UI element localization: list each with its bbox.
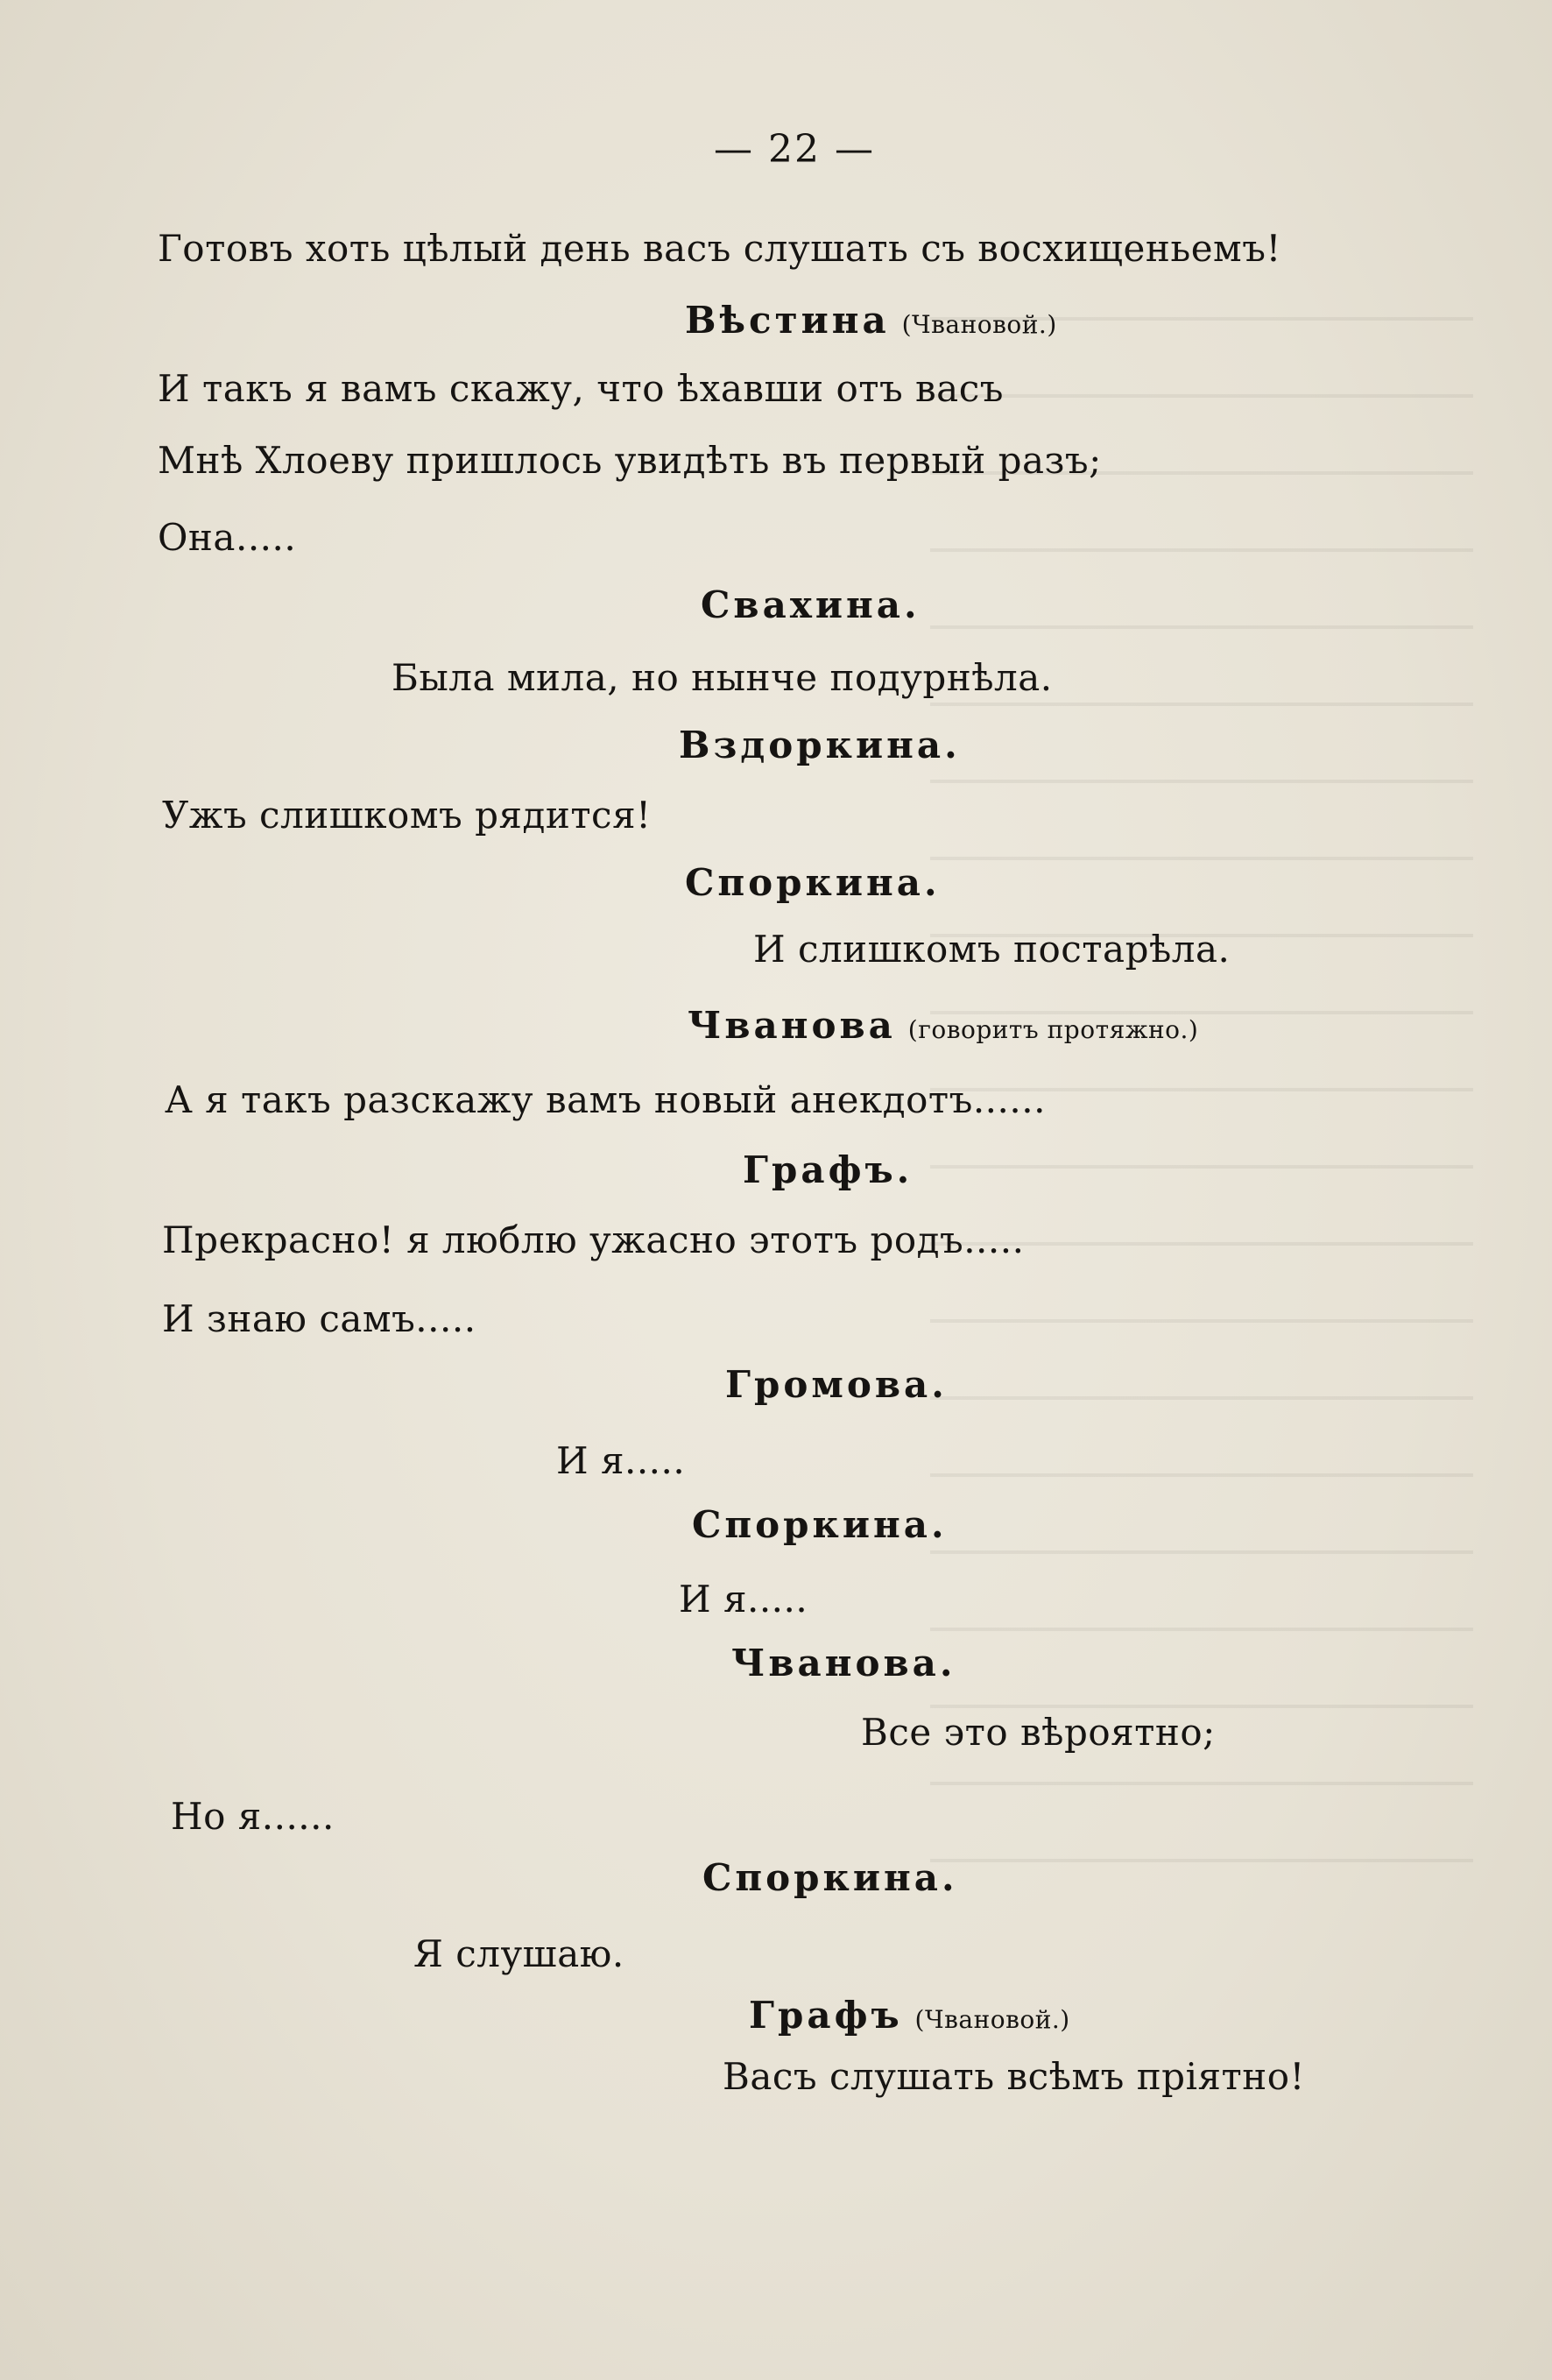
verse-line: И такъ я вамъ скажу, что ѣхавши отъ васъ [158, 367, 1004, 410]
speaker-heading [749, 1993, 1070, 2043]
speaker-heading [701, 583, 921, 628]
verse-line: И знаю самъ..... [162, 1297, 476, 1340]
stage-direction: (говоритъ протяжно.) [907, 1015, 1199, 1044]
speaker-name: Графъ [749, 1994, 903, 2037]
speaker-heading [692, 1502, 948, 1548]
stage-direction: (Чвановой.) [914, 2005, 1070, 2034]
verse-line: Была мила, но нынче подурнѣла. [392, 656, 1053, 699]
speaker-name: Свахина. [701, 583, 921, 626]
speaker-heading [731, 1641, 956, 1686]
verse-line: И я..... [679, 1578, 808, 1621]
verse-line: Ужъ слишкомъ рядится! [162, 794, 652, 837]
speaker-name: Споркина. [685, 861, 941, 904]
speaker-heading [685, 860, 941, 906]
speaker-heading [702, 1855, 958, 1901]
speaker-name: Вѣстина [685, 299, 890, 342]
speaker-heading [685, 298, 1057, 348]
speaker-name: Чванова [688, 1004, 896, 1047]
speaker-name: Споркина. [692, 1503, 948, 1546]
speaker-name: Споркина. [702, 1856, 958, 1899]
verse-line: Васъ слушать всѣмъ пріятно! [723, 2055, 1305, 2098]
page-number: — 22 — [714, 127, 875, 172]
verse-line: И слишкомъ постарѣла. [753, 928, 1231, 971]
verse-line: И я..... [556, 1439, 686, 1482]
speaker-name: Графъ. [743, 1148, 914, 1191]
stage-direction: (Чвановой.) [901, 310, 1057, 339]
speaker-heading [688, 1003, 1198, 1053]
verse-line: Я слушаю. [413, 1932, 624, 1975]
verse-line: А я такъ разскажу вамъ новый анекдотъ...... [165, 1078, 1046, 1121]
verse-line: Все это вѣроятно; [861, 1711, 1216, 1754]
verse-line: Она..... [158, 516, 297, 559]
speaker-name: Громова. [725, 1363, 948, 1406]
speaker-heading [679, 723, 961, 768]
verse-line: Готовъ хоть цѣлый день васъ слушать съ восхищеньемъ! [158, 227, 1281, 270]
speaker-name: Вздоркина. [679, 724, 961, 766]
speaker-heading [725, 1362, 948, 1408]
verse-line: Прекрасно! я люблю ужасно этотъ родъ..... [162, 1218, 1025, 1261]
speaker-heading [743, 1148, 913, 1193]
speaker-name: Чванова. [731, 1642, 956, 1684]
verse-line: Но я...... [171, 1795, 335, 1838]
verse-line: Мнѣ Хлоеву пришлось увидѣть въ первый разъ; [158, 439, 1102, 482]
